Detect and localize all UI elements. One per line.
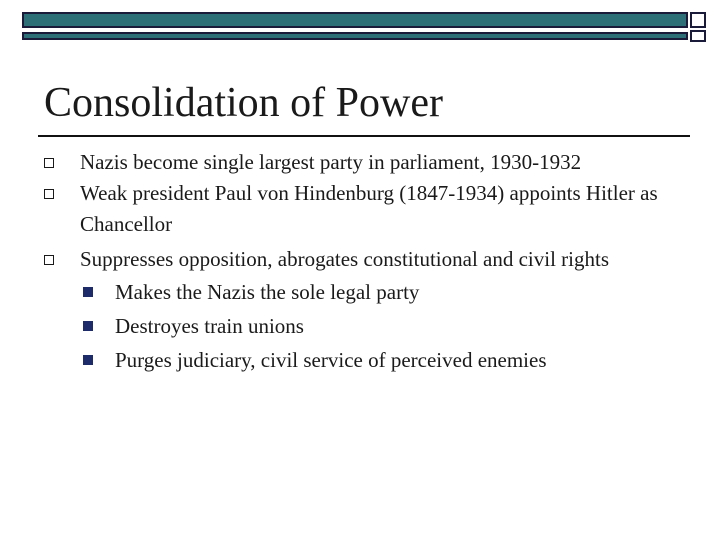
- bullet-text: Suppresses opposition, abrogates constitutional and civil rights: [80, 247, 610, 271]
- sub-bullet-item: [115, 275, 680, 309]
- bullet-item: [80, 178, 680, 240]
- filled-square-bullet-icon: [83, 321, 93, 331]
- corner-box-bottom: [690, 30, 706, 42]
- filled-square-bullet-icon: [83, 287, 93, 297]
- sub-bullet-item: [115, 343, 680, 377]
- title-divider: [38, 135, 690, 137]
- bullet-item: [80, 147, 680, 178]
- hollow-square-bullet-icon: [44, 255, 54, 265]
- bullet-text: Weak president Paul von Hindenburg (1847-1934) appoints Hitler as Chancellor: [80, 181, 658, 236]
- hollow-square-bullet-icon: [44, 158, 54, 168]
- slide-title: Consolidation of Power: [44, 80, 443, 126]
- sub-bullet-text: Purges judiciary, civil service of perceived enemies: [115, 348, 547, 372]
- top-decorative-line: [22, 32, 688, 40]
- filled-square-bullet-icon: [83, 355, 93, 365]
- bullet-item: [80, 244, 680, 275]
- bullet-text: Nazis become single largest party in parliament, 1930-1932: [80, 150, 582, 174]
- hollow-square-bullet-icon: [44, 189, 54, 199]
- top-decorative-bar: [22, 12, 688, 28]
- sub-bullet-item: [115, 309, 680, 343]
- corner-box-top: [690, 12, 706, 28]
- sub-bullet-text: Destroyes train unions: [115, 314, 304, 338]
- slide-content: [0, 147, 720, 377]
- sub-bullet-text: Makes the Nazis the sole legal party: [115, 280, 420, 304]
